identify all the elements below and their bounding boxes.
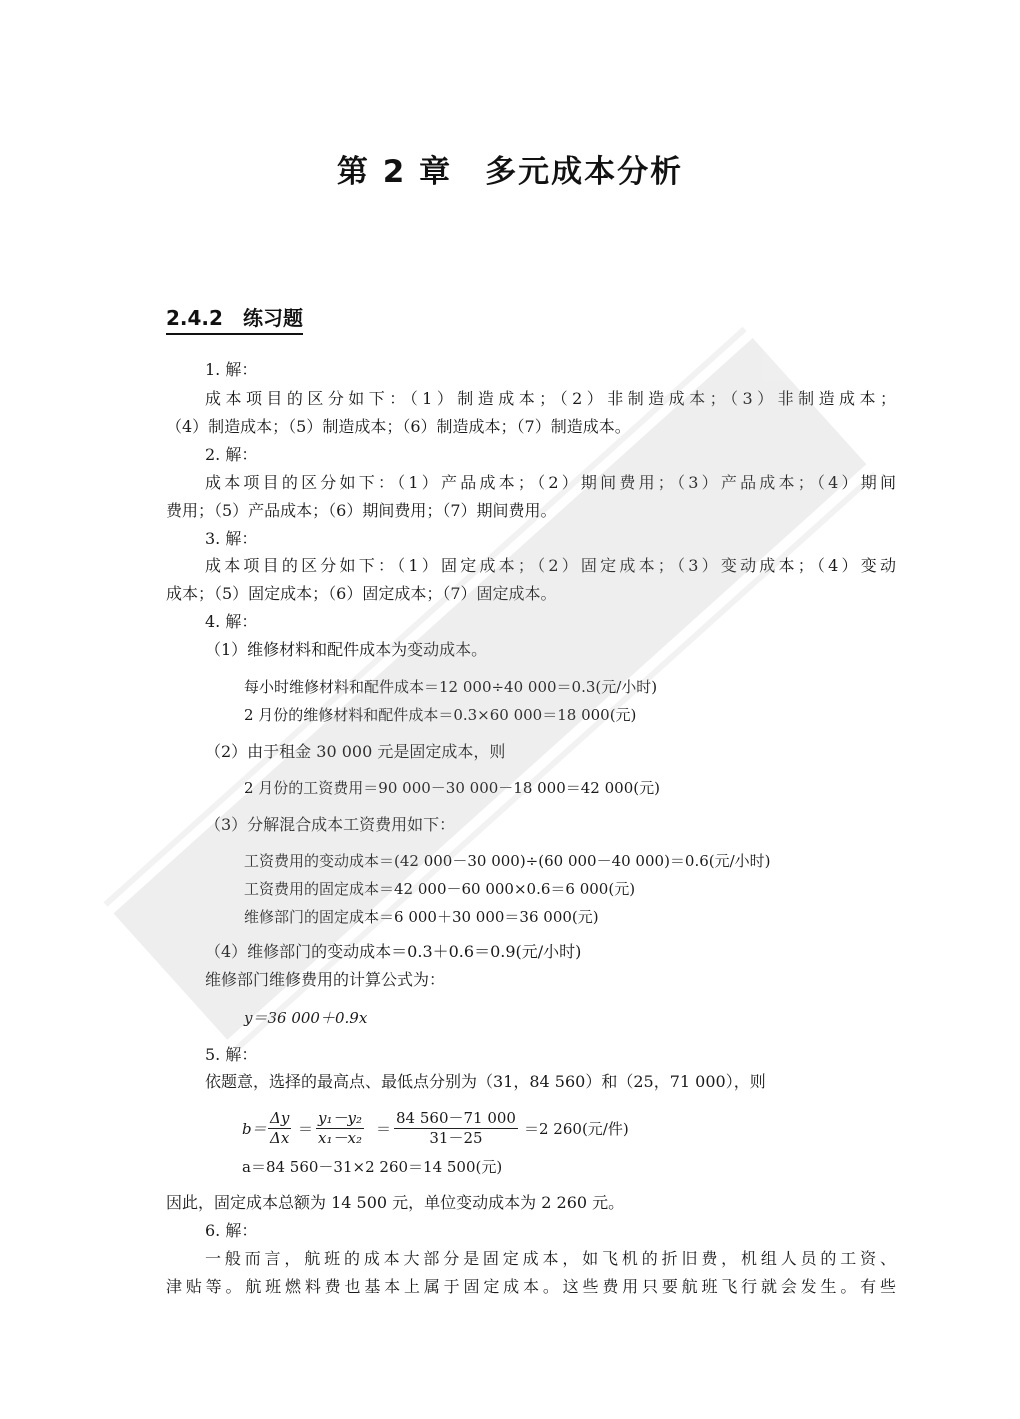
question-4-part-3: （3）分解混合成本工资费用如下： <box>205 815 456 834</box>
fraction-points <box>316 1110 364 1147</box>
question-4-part-2: （2）由于租金 30 000 元是固定成本，则 <box>205 742 506 761</box>
fraction-delta <box>268 1110 291 1147</box>
question-4-label: 4. 解： <box>205 612 258 631</box>
question-4-formula: 维修部门的固定成本＝6 000＋30 000＝36 000(元) <box>244 908 599 926</box>
chapter-title: 第 2 章 多元成本分析 <box>336 154 684 190</box>
question-3-answer-line: 成本；（5）固定成本；（6）固定成本；（7）固定成本。 <box>166 584 557 603</box>
fraction-denominator: Δx <box>270 1129 290 1147</box>
question-4-formula: 工资费用的变动成本＝(42 000－30 000)÷(60 000－40 000)＝0.6(元/小时) <box>244 852 771 870</box>
question-3-answer-line: 成本项目的区分如下：（1）固定成本；（2）固定成本；（3）变动成本；（4）变动 <box>205 556 896 575</box>
question-4-formula: 2 月份的维修材料和配件成本＝0.3×60 000＝18 000(元) <box>244 706 637 724</box>
equation-b-prefix: b＝ <box>242 1120 267 1138</box>
cost-formula: y＝36 000＋0.9x <box>244 1009 368 1027</box>
equals-sign: ＝ <box>298 1120 314 1138</box>
question-4-part-1: （1）维修材料和配件成本为变动成本。 <box>205 640 488 659</box>
question-5-text: 依题意，选择的最高点、最低点分别为（31，84 560）和（25，71 000），则 <box>205 1072 766 1091</box>
question-4-text: 维修部门维修费用的计算公式为： <box>205 970 446 989</box>
equation-a: a＝84 560－31×2 260＝14 500(元) <box>242 1158 503 1176</box>
question-6-answer-line: 津贴等。航班燃料费也基本上属于固定成本。这些费用只要航班飞行就会发生。有些 <box>166 1277 896 1296</box>
fraction-numerator: 84 560－71 000 <box>396 1109 516 1127</box>
question-5-conclusion: 因此，固定成本总额为 14 500 元，单位变动成本为 2 260 元。 <box>166 1193 625 1212</box>
question-2-label: 2. 解： <box>205 445 258 464</box>
fraction-numerator: Δy <box>270 1109 290 1127</box>
question-3-label: 3. 解： <box>205 529 258 548</box>
question-2-answer-line: 费用；（5）产品成本；（6）期间费用；（7）期间费用。 <box>166 501 557 520</box>
section-heading: 2.4.2 练习题 <box>166 302 303 335</box>
question-1-answer-line: 成本项目的区分如下：（1）制造成本；（2）非制造成本；（3）非制造成本； <box>205 389 896 408</box>
fraction-denominator: 31－25 <box>429 1129 483 1147</box>
question-4-part-4: （4）维修部门的变动成本＝0.3＋0.6＝0.9(元/小时) <box>205 942 582 961</box>
question-6-label: 6. 解： <box>205 1221 258 1240</box>
question-2-answer-line: 成本项目的区分如下：（1）产品成本；（2）期间费用；（3）产品成本；（4）期间 <box>205 473 896 492</box>
fraction-values <box>394 1110 518 1147</box>
question-4-formula: 2 月份的工资费用＝90 000－30 000－18 000＝42 000(元) <box>244 779 660 797</box>
question-4-formula: 工资费用的固定成本＝42 000－60 000×0.6＝6 000(元) <box>244 880 636 898</box>
fraction-denominator: x₁－x₂ <box>318 1129 362 1147</box>
fraction-numerator: y₁－y₂ <box>318 1109 362 1127</box>
question-1-label: 1. 解： <box>205 360 258 379</box>
equals-sign: ＝ <box>376 1120 392 1138</box>
question-5-label: 5. 解： <box>205 1045 258 1064</box>
question-6-answer-line: 一般而言，航班的成本大部分是固定成本，如飞机的折旧费，机组人员的工资、 <box>205 1249 896 1268</box>
equation-b-result: ＝2 260(元/件) <box>524 1120 629 1138</box>
question-1-answer-line: （4）制造成本；（5）制造成本；（6）制造成本；（7）制造成本。 <box>166 417 631 436</box>
question-4-formula: 每小时维修材料和配件成本＝12 000÷40 000＝0.3(元/小时) <box>244 678 658 696</box>
